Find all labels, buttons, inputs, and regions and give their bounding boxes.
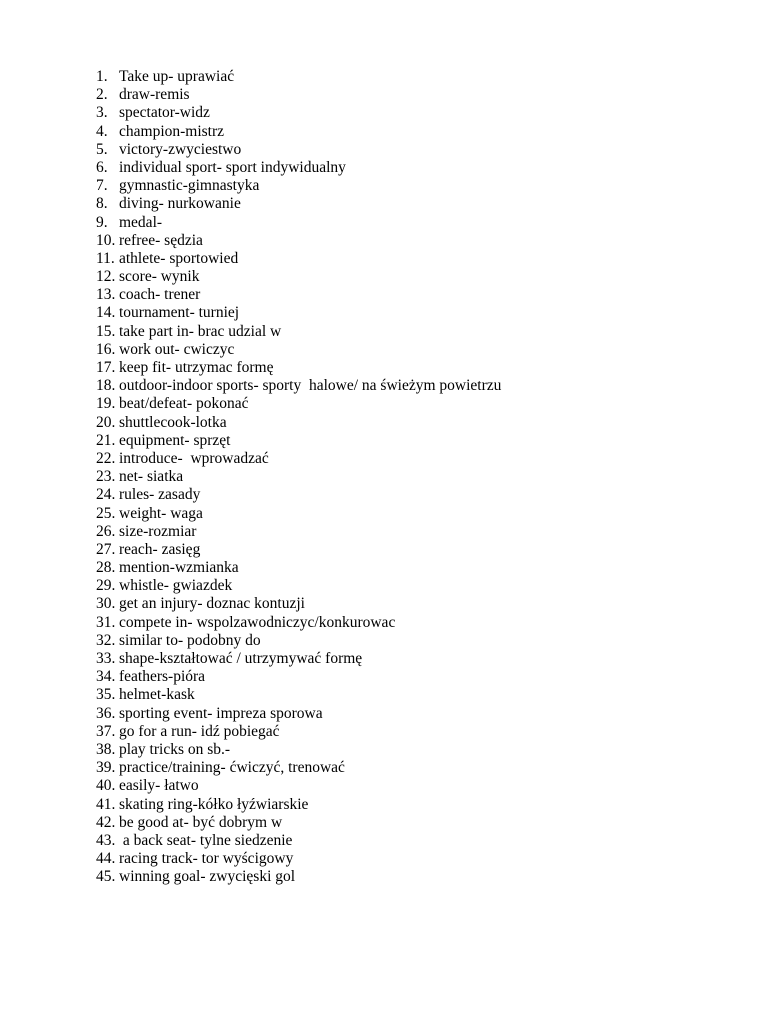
list-item-text: similar to- podobny do	[119, 631, 261, 649]
list-item-text: go for a run- idź pobiegać	[119, 722, 280, 740]
list-item-text: tournament- turniej	[119, 304, 240, 322]
list-item	[96, 796, 501, 814]
list-item	[96, 359, 501, 377]
list-item-number: 6.	[96, 158, 108, 176]
list-item	[96, 850, 501, 868]
list-item	[96, 323, 501, 341]
list-item-text: easily- łatwo	[119, 777, 199, 795]
list-item-number: 5.	[96, 140, 108, 158]
list-item-text: draw-remis	[119, 86, 190, 104]
list-item-number: 18.	[96, 377, 116, 395]
list-item-text: size-rozmiar	[119, 522, 197, 540]
list-item	[96, 832, 501, 850]
list-item-number: 36.	[96, 704, 116, 722]
list-item-text: spectator-widz	[119, 104, 210, 122]
list-item	[96, 68, 501, 86]
list-item	[96, 759, 501, 777]
list-item	[96, 541, 501, 559]
vocabulary-list	[96, 68, 501, 886]
list-item-number: 43.	[96, 831, 116, 849]
list-item-text: winning goal- zwycięski gol	[119, 868, 296, 886]
list-item-text: helmet-kask	[119, 686, 195, 704]
list-item-number: 38.	[96, 740, 116, 758]
list-item	[96, 868, 501, 886]
list-item-number: 27.	[96, 540, 116, 558]
list-item-text: rules- zasady	[119, 486, 201, 504]
list-item-text: outdoor-indoor sports- sporty halowe/ na świeżym powietrzu	[119, 377, 502, 395]
list-item	[96, 195, 501, 213]
list-item-number: 35.	[96, 686, 116, 704]
list-item-text: compete in- wspolzawodniczyc/konkurowac	[119, 613, 396, 631]
list-item	[96, 559, 501, 577]
list-item	[96, 141, 501, 159]
list-item-text: medal-	[119, 213, 163, 231]
list-item	[96, 214, 501, 232]
list-item	[96, 705, 501, 723]
list-item	[96, 341, 501, 359]
list-item-text: get an injury- doznac kontuzji	[119, 595, 305, 613]
list-item	[96, 686, 501, 704]
list-item-number: 40.	[96, 777, 116, 795]
list-item-number: 17.	[96, 359, 116, 376]
list-item	[96, 304, 501, 322]
list-item-number: 4.	[96, 122, 108, 140]
list-item	[96, 377, 501, 395]
list-item-text: feathers-pióra	[119, 668, 206, 686]
list-item-text: sporting event- impreza sporowa	[119, 704, 323, 722]
list-item	[96, 450, 501, 468]
list-item-number: 22.	[96, 449, 116, 467]
list-item	[96, 104, 501, 122]
list-item-number: 8.	[96, 195, 108, 213]
list-item-number: 19.	[96, 395, 116, 413]
list-item	[96, 523, 501, 541]
list-item-text: take part in- brac udzial w	[119, 322, 282, 340]
list-item	[96, 814, 501, 832]
list-item	[96, 468, 501, 486]
list-item-text: racing track- tor wyścigowy	[119, 850, 294, 868]
list-item-number: 33.	[96, 650, 116, 667]
list-item-number: 2.	[96, 86, 108, 104]
list-item	[96, 414, 501, 432]
list-item	[96, 577, 501, 595]
list-item-number: 9.	[96, 213, 108, 231]
list-item-number: 23.	[96, 468, 116, 486]
list-item	[96, 123, 501, 141]
list-item	[96, 723, 501, 741]
list-item-number: 31.	[96, 613, 116, 631]
list-item-number: 1.	[96, 68, 108, 85]
list-item	[96, 395, 501, 413]
list-item-text: whistle- gwiazdek	[119, 577, 233, 595]
list-item-number: 30.	[96, 595, 116, 613]
list-item-number: 34.	[96, 668, 116, 686]
list-item	[96, 268, 501, 286]
list-item	[96, 632, 501, 650]
list-item-number: 32.	[96, 631, 116, 649]
list-item	[96, 505, 501, 523]
list-item-number: 12.	[96, 268, 116, 286]
list-item	[96, 650, 501, 668]
list-item-text: individual sport- sport indywidualny	[119, 158, 346, 176]
list-item-text: net- siatka	[119, 468, 184, 486]
list-item	[96, 250, 501, 268]
list-item-text: diving- nurkowanie	[119, 195, 241, 213]
list-item-text: skating ring-kółko łyźwiarskie	[119, 795, 309, 813]
list-item-text: work out- cwiczyc	[119, 340, 235, 358]
list-item-text: Take up- uprawiać	[119, 68, 235, 85]
list-item-text: shape-kształtować / utrzymywać formę	[119, 650, 363, 667]
list-item-number: 42.	[96, 813, 116, 831]
list-item-number: 13.	[96, 286, 116, 304]
list-item	[96, 741, 501, 759]
list-item-number: 15.	[96, 322, 116, 340]
list-item	[96, 86, 501, 104]
list-item-number: 26.	[96, 522, 116, 540]
list-item-number: 7.	[96, 177, 108, 195]
list-item-text: keep fit- utrzymac formę	[119, 359, 274, 376]
list-item-text: shuttlecook-lotka	[119, 413, 227, 431]
list-item-text: weight- waga	[119, 504, 203, 522]
list-item	[96, 177, 501, 195]
list-item	[96, 432, 501, 450]
list-item	[96, 595, 501, 613]
list-item-text: beat/defeat- pokonać	[119, 395, 249, 413]
list-item-text: practice/training- ćwiczyć, trenować	[119, 759, 345, 777]
list-item-text: mention-wzmianka	[119, 559, 239, 577]
list-item-text: introduce- wprowadzać	[119, 449, 269, 467]
list-item-number: 37.	[96, 722, 116, 740]
list-item-text: reach- zasięg	[119, 540, 201, 558]
list-item-text: be good at- być dobrym w	[119, 813, 283, 831]
list-item-number: 29.	[96, 577, 116, 595]
list-item	[96, 159, 501, 177]
list-item-number: 10.	[96, 231, 116, 249]
list-item-number: 44.	[96, 850, 116, 868]
list-item-number: 20.	[96, 413, 116, 431]
list-item-number: 39.	[96, 759, 116, 777]
list-item	[96, 232, 501, 250]
list-item-number: 24.	[96, 486, 116, 504]
list-item	[96, 668, 501, 686]
list-item-text: champion-mistrz	[119, 122, 225, 140]
list-item-number: 45.	[96, 868, 116, 886]
list-item-text: a back seat- tylne siedzenie	[119, 831, 293, 849]
list-item-text: refree- sędzia	[119, 231, 203, 249]
list-item-number: 14.	[96, 304, 116, 322]
list-item	[96, 486, 501, 504]
list-item-number: 16.	[96, 340, 116, 358]
list-item	[96, 286, 501, 304]
list-item-text: coach- trener	[119, 286, 201, 304]
list-item-number: 3.	[96, 104, 108, 122]
list-item-text: gymnastic-gimnastyka	[119, 177, 260, 195]
list-item	[96, 614, 501, 632]
list-item-number: 21.	[96, 431, 116, 449]
list-item-number: 28.	[96, 559, 116, 577]
list-item-text: equipment- sprzęt	[119, 431, 231, 449]
list-item-number: 41.	[96, 795, 116, 813]
list-item-text: athlete- sportowied	[119, 249, 239, 267]
list-item-text: score- wynik	[119, 268, 200, 286]
list-item-text: play tricks on sb.-	[119, 740, 231, 758]
list-item-text: victory-zwyciestwo	[119, 140, 242, 158]
list-item	[96, 777, 501, 795]
list-item-number: 11.	[96, 249, 115, 267]
list-item-number: 25.	[96, 504, 116, 522]
